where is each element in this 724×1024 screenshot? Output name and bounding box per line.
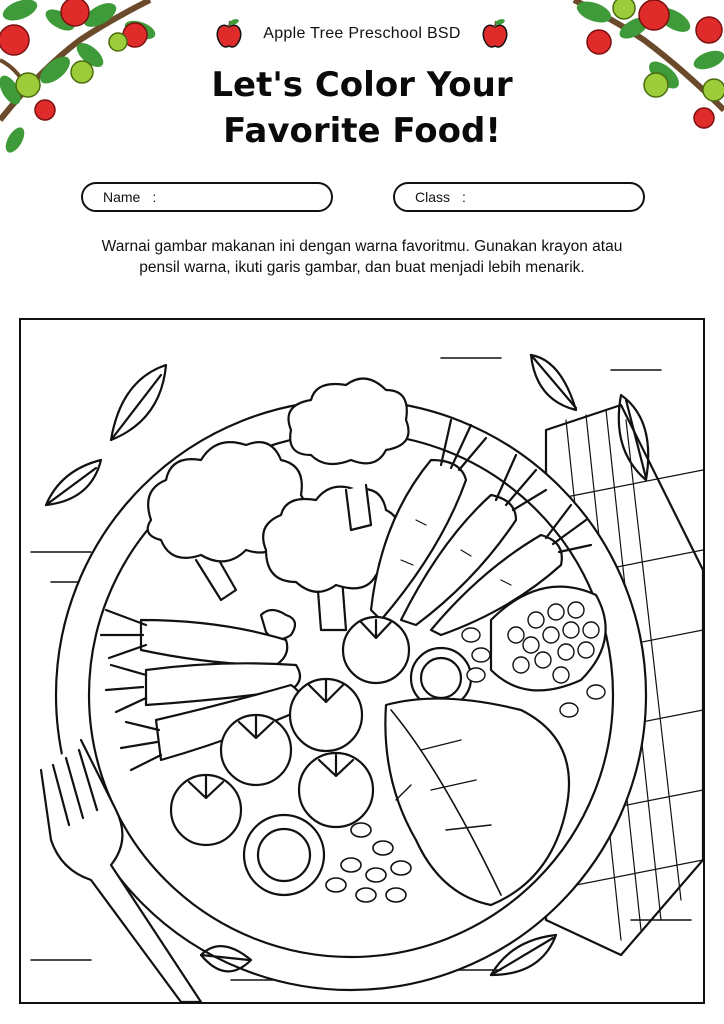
class-label: Class <box>415 189 451 205</box>
school-header <box>0 18 724 50</box>
instructions-line-1: Warnai gambar makanan ini dengan warna favoritmu. Gunakan krayon atau <box>101 238 623 255</box>
class-colon: : <box>462 189 466 205</box>
title-line-2: Favorite Food! <box>223 111 501 151</box>
instructions-line-2: pensil warna, ikuti garis gambar, dan buat menjadi lebih menarik. <box>139 259 585 276</box>
title-line-1: Let's Color Your <box>211 65 513 105</box>
apple-icon <box>213 18 245 50</box>
name-label: Name <box>103 189 141 205</box>
instructions <box>30 236 694 278</box>
school-name: Apple Tree Preschool BSD <box>263 25 461 42</box>
name-colon: : <box>152 189 157 205</box>
class-field[interactable] <box>393 182 645 212</box>
coloring-frame <box>19 318 705 1004</box>
name-field[interactable] <box>81 182 333 212</box>
coloring-illustration <box>21 320 703 1002</box>
apple-icon <box>479 18 511 50</box>
page-title <box>0 62 724 154</box>
